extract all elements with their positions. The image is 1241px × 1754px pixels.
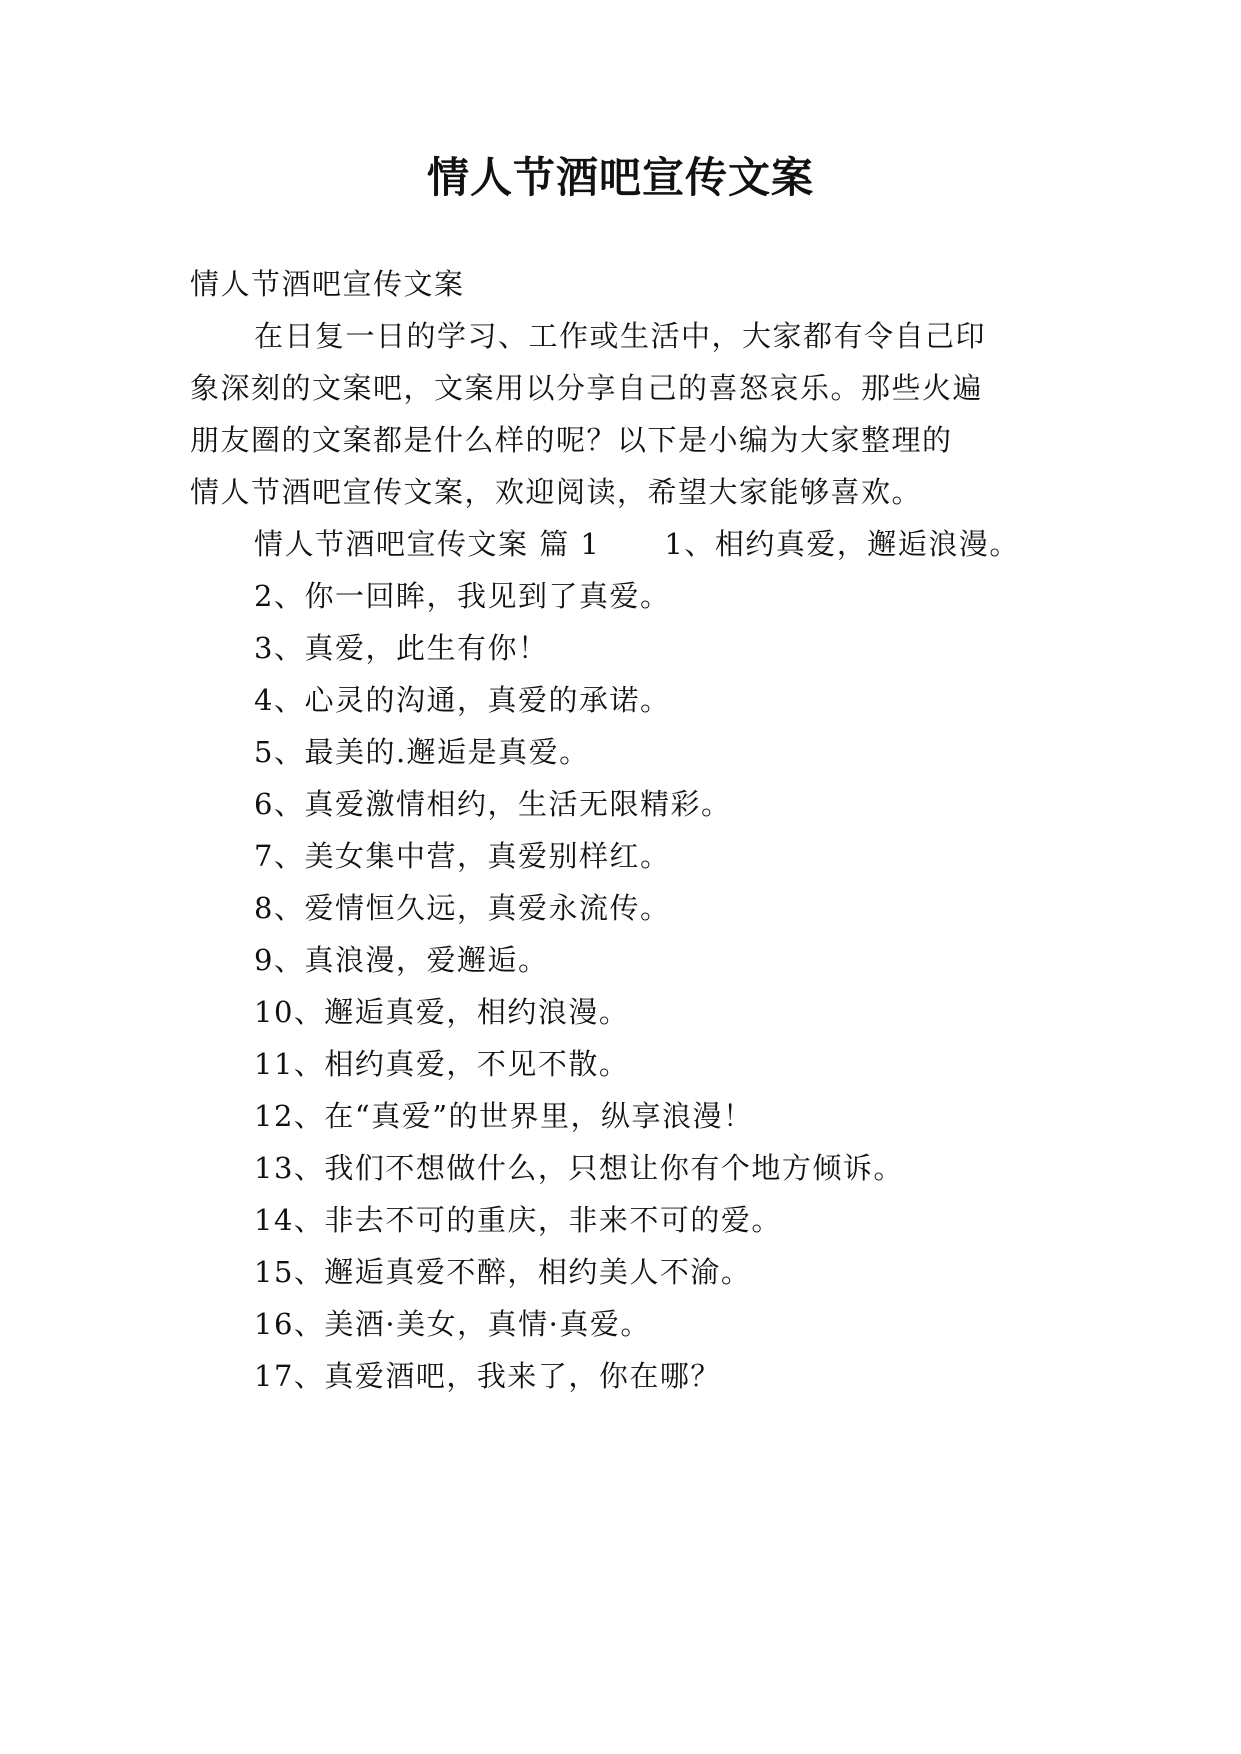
list-item: 10、邂逅真爱，相约浪漫。 (254, 995, 630, 1029)
document-title: 情人节酒吧宣传文案 (426, 153, 814, 202)
intro-line: 朋友圈的文案都是什么样的呢？以下是小编为大家整理的 (190, 423, 953, 457)
list-item: 14、非去不可的重庆，非来不可的爱。 (254, 1203, 782, 1237)
list-item: 16、美酒·美女，真情·真爱。 (254, 1307, 651, 1341)
intro-line: 象深刻的文案吧，文案用以分享自己的喜怒哀乐。那些火遍 (190, 371, 984, 405)
section-heading: 情人节酒吧宣传文案 篇 1 (254, 527, 601, 561)
list-item: 3、真爱，此生有你！ (254, 631, 549, 665)
list-item: 1、相约真爱，邂逅浪漫。 (664, 527, 1020, 561)
list-item: 5、最美的.邂逅是真爱。 (254, 735, 590, 769)
document-subtitle: 情人节酒吧宣传文案 (190, 267, 465, 301)
intro-line: 在日复一日的学习、工作或生活中，大家都有令自己印 (254, 319, 987, 353)
list-item: 15、邂逅真爱不醉，相约美人不渝。 (254, 1255, 752, 1289)
list-item: 17、真爱酒吧，我来了，你在哪？ (254, 1359, 721, 1393)
list-item: 7、美女集中营，真爱别样红。 (254, 839, 671, 873)
list-item: 9、真浪漫，爱邂逅。 (254, 943, 549, 977)
intro-line: 情人节酒吧宣传文案，欢迎阅读，希望大家能够喜欢。 (190, 475, 923, 509)
list-item: 6、真爱激情相约，生活无限精彩。 (254, 787, 732, 821)
section-heading-line (254, 524, 1020, 564)
list-item: 12、在“真爱”的世界里，纵享浪漫！ (254, 1099, 754, 1133)
list-item: 13、我们不想做什么，只想让你有个地方倾诉。 (254, 1151, 904, 1185)
list-item: 8、爱情恒久远，真爱永流传。 (254, 891, 671, 925)
list-item: 11、相约真爱，不见不散。 (254, 1047, 630, 1081)
list-item: 4、心灵的沟通，真爱的承诺。 (254, 683, 671, 717)
list-item: 2、你一回眸，我见到了真爱。 (254, 579, 671, 613)
